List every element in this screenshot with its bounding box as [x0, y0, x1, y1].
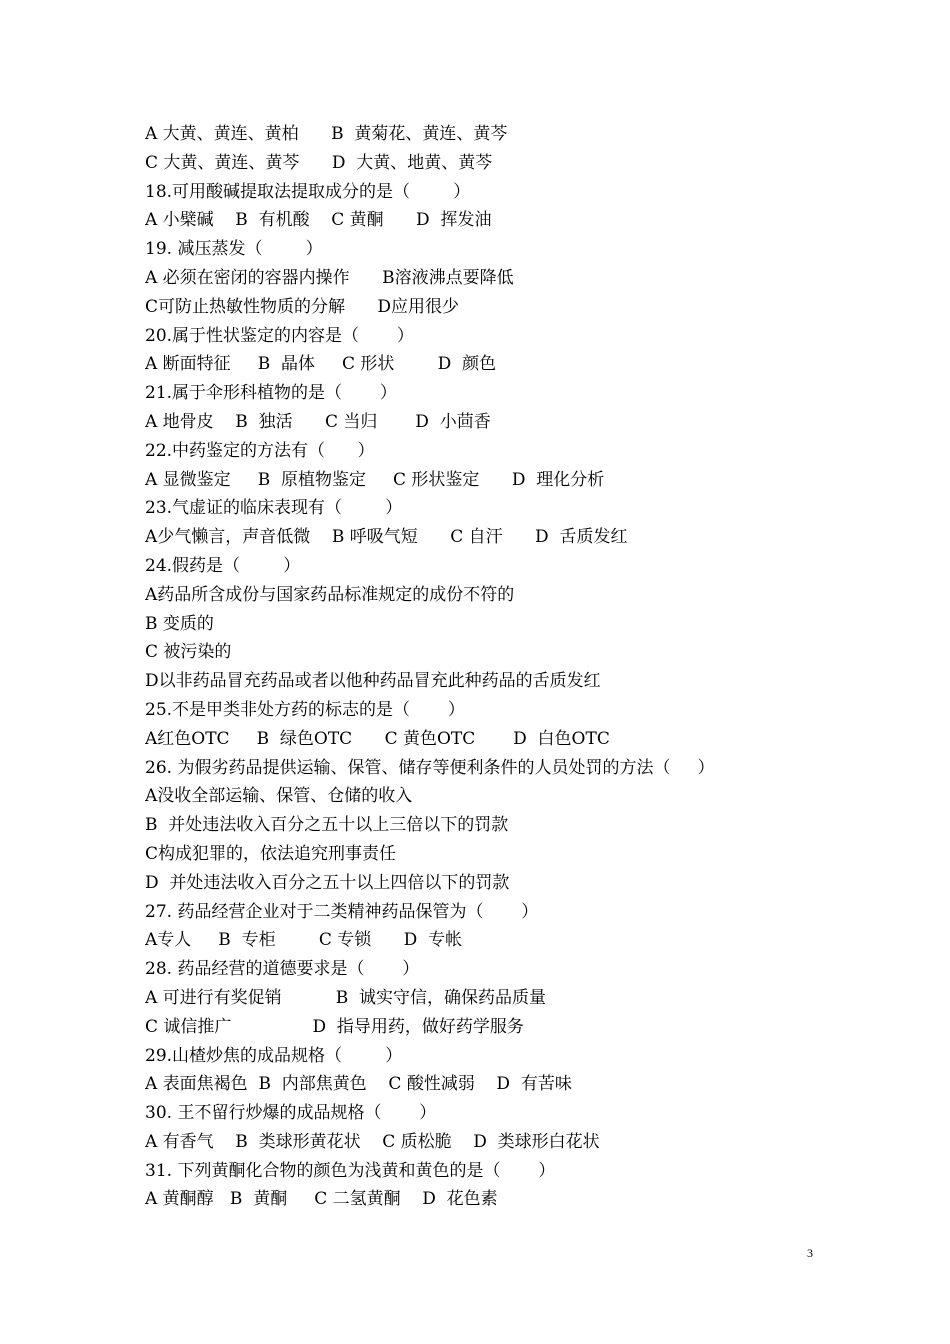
text-line: A 表面焦褐色 B 内部焦黄色 C 酸性减弱 D 有苦味 [145, 1074, 572, 1095]
page-number: 3 [807, 1246, 813, 1260]
question-stem-25: 25.不是甲类非处方药的标志的是（ ） [145, 699, 465, 720]
text-line: C构成犯罪的，依法追究刑事责任 [145, 843, 397, 864]
text-line: A 黄酮醇 B 黄酮 C 二氢黄酮 D 花色素 [145, 1189, 498, 1210]
text-line: A药品所含成份与国家药品标准规定的成份不符的 [145, 584, 515, 605]
text-line: A专人 B 专柜 C 专锁 D 专帐 [145, 930, 463, 951]
question-stem-27: 27. 药品经营企业对于二类精神药品保管为（ ） [145, 901, 539, 922]
text-line: B 变质的 [145, 613, 214, 634]
text-line: A 地骨皮 B 独活 C 当归 D 小茴香 [145, 411, 491, 432]
question-stem-28: 28. 药品经营的道德要求是（ ） [145, 959, 420, 980]
text-line: A 显微鉴定 B 原植物鉴定 C 形状鉴定 D 理化分析 [145, 469, 605, 490]
question-stem-20: 20.属于性状鉴定的内容是（ ） [145, 325, 414, 346]
text-line: A红色OTC B 绿色OTC C 黄色OTC D 白色OTC [145, 728, 610, 749]
question-stem-24: 24.假药是（ ） [145, 555, 301, 576]
question-stem-31: 31. 下列黄酮化合物的颜色为浅黄和黄色的是（ ） [145, 1160, 556, 1181]
question-stem-30: 30. 王不留行炒爆的成品规格（ ） [145, 1103, 437, 1124]
text-line: A 可进行有奖促销 B 诚实守信，确保药品质量 [145, 987, 547, 1008]
text-line: C 被污染的 [145, 642, 232, 663]
text-line: A 大黄、黄连、黄柏 B 黄菊花、黄连、黄芩 [145, 124, 508, 144]
question-stem-22: 22.中药鉴定的方法有（ ） [145, 440, 375, 461]
text-line: B 并处违法收入百分之五十以上三倍以下的罚款 [145, 815, 509, 836]
text-line: C可防止热敏性物质的分解 D应用很少 [145, 296, 460, 317]
question-stem-26: 26. 为假劣药品提供运输、保管、储存等便利条件的人员处罚的方法（ ） [145, 757, 715, 778]
text-line: A少气懒言，声音低微 B 呼吸气短 C 自汗 D 舌质发红 [145, 527, 628, 548]
question-list [145, 120, 845, 1214]
question-stem-19: 19. 减压蒸发（ ） [145, 239, 323, 260]
text-line: C 大黄、黄连、黄芩 D 大黄、地黄、黄芩 [145, 152, 493, 173]
text-line: A 有香气 B 类球形黄花状 C 质松脆 D 类球形白花状 [145, 1131, 600, 1152]
question-stem-23: 23.气虚证的临床表现有（ ） [145, 498, 403, 519]
question-stem-18: 18.可用酸碱提取法提取成分的是（ ） [145, 181, 471, 202]
text-line: A没收全部运输、保管、仓储的收入 [145, 786, 413, 807]
text-line: C 诚信推广 D 指导用药，做好药学服务 [145, 1016, 524, 1037]
text-line: D以非药品冒充药品或者以他种药品冒充此种药品的舌质发红 [145, 671, 601, 692]
text-line: D 并处违法收入百分之五十以上四倍以下的罚款 [145, 872, 510, 893]
text-line: A 断面特征 B 晶体 C 形状 D 颜色 [145, 354, 497, 375]
question-stem-29: 29.山楂炒焦的成品规格（ ） [145, 1045, 403, 1066]
text-line: A 小檗碱 B 有机酸 C 黄酮 D 挥发油 [145, 210, 492, 231]
text-line: A 必须在密闭的容器内操作 B溶液沸点要降低 [145, 267, 514, 288]
question-stem-21: 21.属于伞形科植物的是（ ） [145, 383, 397, 404]
